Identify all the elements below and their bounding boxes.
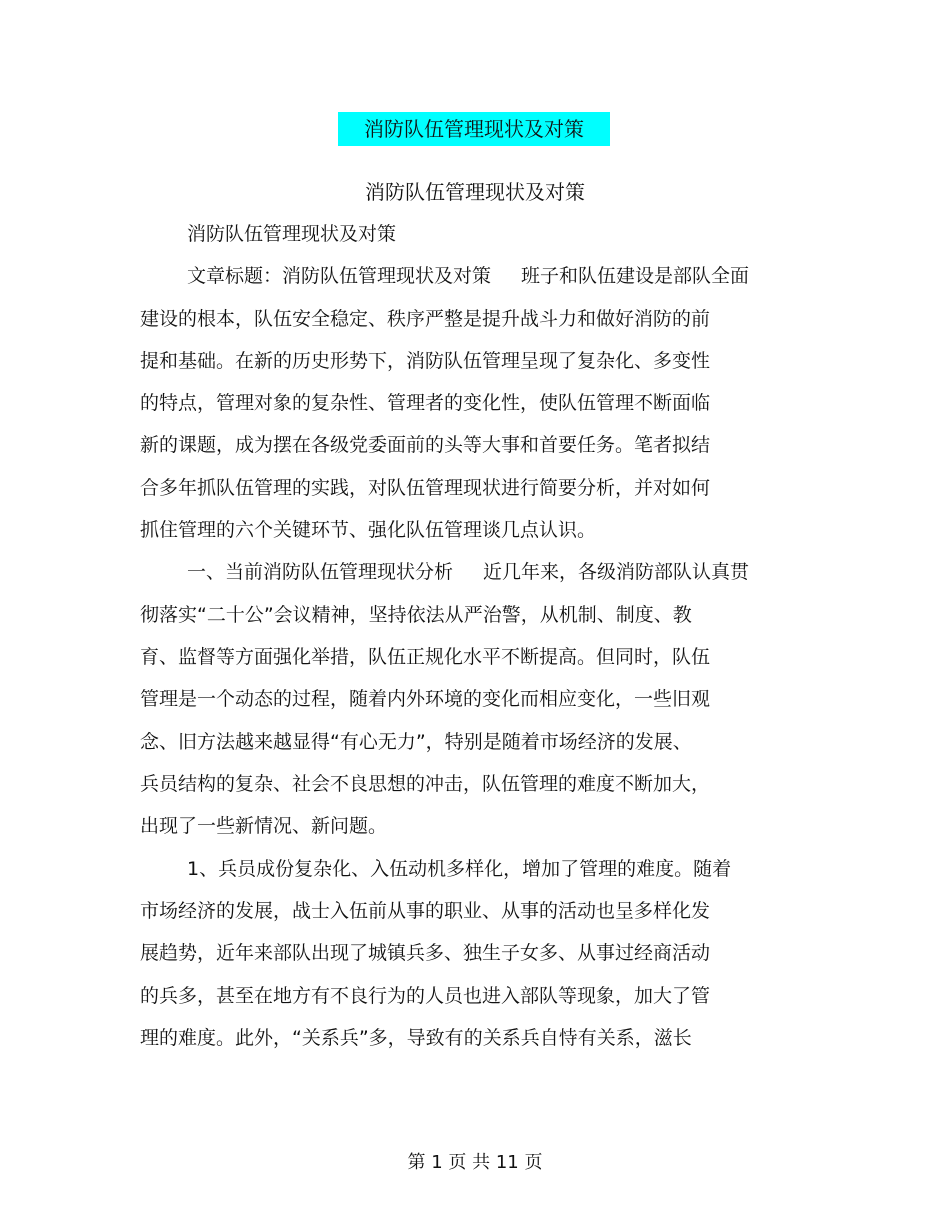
paragraph-2-line-6: 兵员结构的复杂、社会不良思想的冲击，队伍管理的难度不断加大， (140, 773, 711, 795)
paragraph-3-line-1: 1、兵员成份复杂化、入伍动机多样化，增加了管理的难度。随着 (187, 858, 732, 880)
page-footer: 第 1 页 共 11 页 (407, 1152, 543, 1173)
paragraph-3-line-2: 市场经济的发展，战士入伍前从事的职业、从事的活动也呈多样化发 (140, 900, 711, 922)
paragraph-2-line-5: 念、旧方法越来越显得“有心无力”，特别是随着市场经济的发展、 (140, 731, 692, 753)
paragraph-1-line-3: 提和基础。在新的历史形势下，消防队伍管理呈现了复杂化、多变性 (140, 350, 711, 372)
article-title-label: 文章标题：消防队伍管理现状及对策 (187, 265, 492, 287)
heading-line: 消防队伍管理现状及对策 (187, 223, 397, 245)
paragraph-1-line-4: 的特点，管理对象的复杂性、管理者的变化性，使队伍管理不断面临 (140, 392, 711, 414)
paragraph-2-line-2: 彻落实“二十公”会议精神，坚持依法从严治警，从机制、制度、教 (140, 604, 692, 626)
paragraph-1-line-1-text: 班子和队伍建设是部队全面 (521, 265, 750, 287)
paragraph-2-line-1 (187, 557, 749, 587)
document-subtitle: 消防队伍管理现状及对策 (365, 180, 585, 204)
section-heading: 一、当前消防队伍管理现状分析 (187, 561, 454, 583)
paragraph-2-line-1-text: 近几年来，各级消防部队认真贯 (483, 561, 750, 583)
paragraph-3-line-4: 的兵多，甚至在地方有不良行为的人员也进入部队等现象，加大了管 (140, 985, 711, 1007)
paragraph-3-line-5: 理的难度。此外，“关系兵”多，导致有的关系兵自恃有关系，滋长 (140, 1027, 692, 1049)
paragraph-1-line-2: 建设的根本，队伍安全稳定、秩序严整是提升战斗力和做好消防的前 (140, 308, 711, 330)
paragraph-1-line-1 (187, 261, 749, 291)
paragraph-3-line-3: 展趋势，近年来部队出现了城镇兵多、独生子女多、从事过经商活动 (140, 942, 711, 964)
paragraph-1-line-5: 新的课题，成为摆在各级党委面前的头等大事和首要任务。笔者拟结 (140, 434, 711, 456)
paragraph-2-line-3: 育、监督等方面强化举措，队伍正规化水平不断提高。但同时，队伍 (140, 646, 711, 668)
paragraph-2-line-4: 管理是一个动态的过程，随着内外环境的变化而相应变化，一些旧观 (140, 688, 711, 710)
highlighted-title: 消防队伍管理现状及对策 (338, 112, 610, 146)
paragraph-2-line-7: 出现了一些新情况、新问题。 (140, 815, 388, 837)
paragraph-1-line-6: 合多年抓队伍管理的实践，对队伍管理现状进行简要分析，并对如何 (140, 477, 711, 499)
paragraph-1-line-7: 抓住管理的六个关键环节、强化队伍管理谈几点认识。 (140, 519, 597, 541)
